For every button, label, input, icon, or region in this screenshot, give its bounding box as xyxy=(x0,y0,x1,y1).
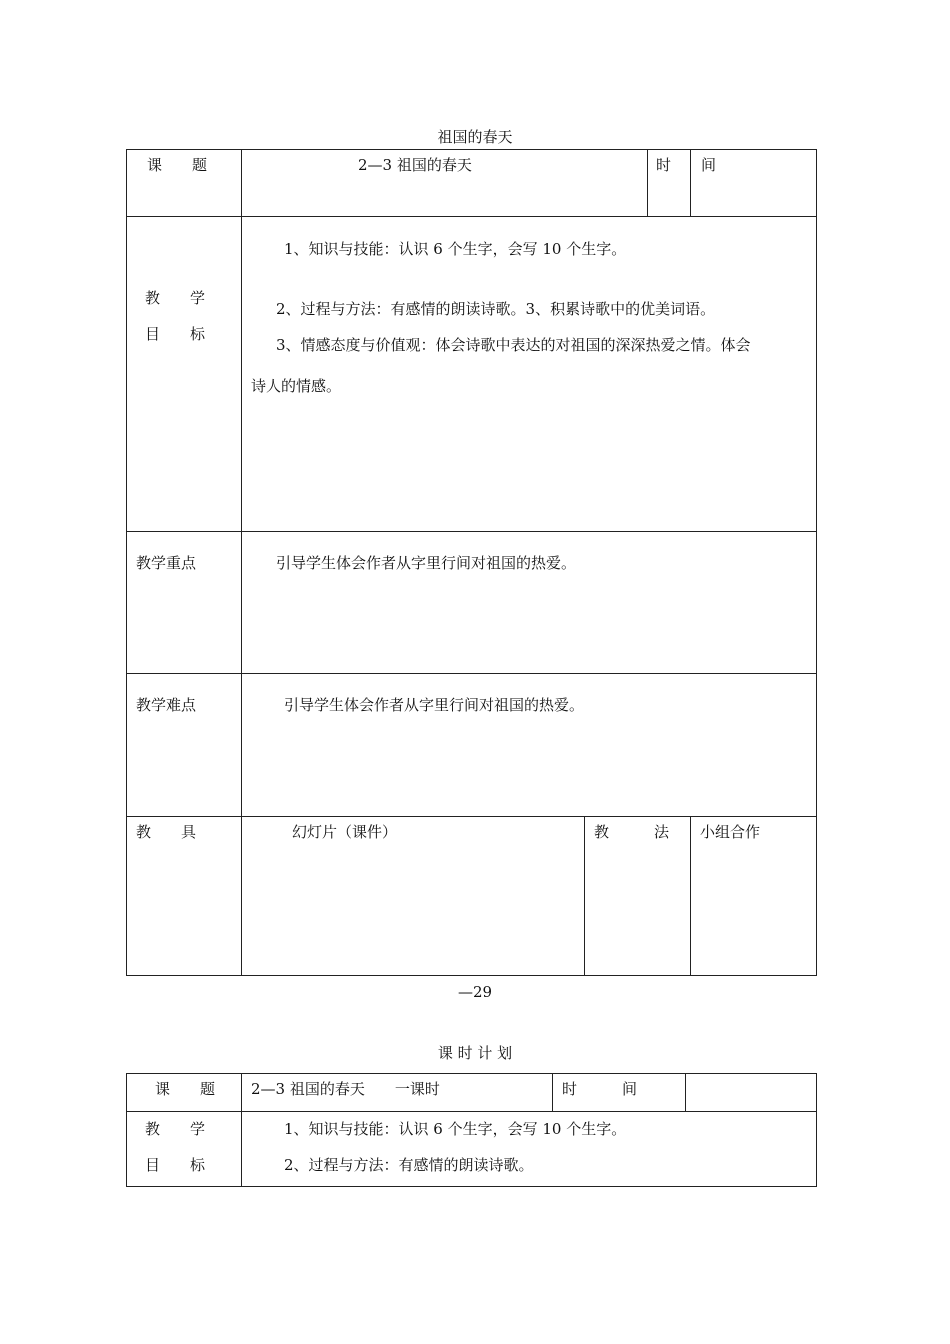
p2-time-label: 时 间 xyxy=(562,1080,638,1098)
p2-objectives-label-line1: 教 学 xyxy=(145,1120,206,1138)
method-value: 小组合作 xyxy=(700,823,761,841)
keypoint-label-cell xyxy=(127,532,242,674)
page2-title: 课 时 计 划 xyxy=(437,1044,513,1062)
objectives-label-line1: 教 学 xyxy=(145,289,206,307)
topic-value: 2—3 祖国的春天 xyxy=(358,156,472,174)
p2-topic-label-cell xyxy=(127,1074,242,1112)
keypoint-value-cell xyxy=(242,532,817,674)
p2-objective-line-2: 2、过程与方法：有感情的朗读诗歌。 xyxy=(284,1156,534,1174)
objective-line-3: 3、情感态度与价值观：体会诗歌中表达的对祖国的深深热爱之情。体会 xyxy=(276,336,751,354)
topic-label-cell xyxy=(127,150,242,217)
p2-topic-value-cell xyxy=(242,1074,553,1112)
method-label: 教 法 xyxy=(594,823,670,841)
tools-value: 幻灯片（课件） xyxy=(292,823,398,841)
p2-objectives-label-line2: 目 标 xyxy=(145,1156,206,1174)
difficulty-label: 教学难点 xyxy=(136,696,197,714)
p2-objective-line-1: 1、知识与技能：认识 6 个生字，会写 10 个生字。 xyxy=(284,1120,627,1138)
method-value-cell xyxy=(691,817,817,976)
objective-line-4: 诗人的情感。 xyxy=(251,377,342,395)
p2-topic-label: 课 题 xyxy=(155,1080,216,1098)
tools-label-cell xyxy=(127,817,242,976)
method-label-cell xyxy=(585,817,691,976)
objectives-label-cell xyxy=(127,217,242,532)
lesson-plan-table xyxy=(126,149,817,976)
time-value-cell xyxy=(691,150,817,217)
p2-objectives-content-cell xyxy=(242,1112,817,1187)
p2-time-value-cell xyxy=(686,1074,817,1112)
time-label-cell xyxy=(648,150,717,217)
objective-line-2: 2、过程与方法：有感情的朗读诗歌。3、积累诗歌中的优美词语。 xyxy=(276,300,716,318)
tools-value-cell xyxy=(242,817,585,976)
topic-value-cell xyxy=(242,150,648,217)
objectives-content-cell xyxy=(242,217,817,532)
lesson-plan-table-2 xyxy=(126,1073,817,1187)
difficulty-value: 引导学生体会作者从字里行间对祖国的热爱。 xyxy=(284,696,585,714)
keypoint-value: 引导学生体会作者从字里行间对祖国的热爱。 xyxy=(276,554,577,572)
difficulty-label-cell xyxy=(127,674,242,817)
objective-line-1: 1、知识与技能：认识 6 个生字，会写 10 个生字。 xyxy=(284,240,627,258)
page-number: —29 xyxy=(457,983,493,1001)
topic-label: 课 题 xyxy=(147,156,208,174)
p2-time-label-cell xyxy=(553,1074,686,1112)
objectives-label-line2: 目 标 xyxy=(145,325,206,343)
tools-label: 教 具 xyxy=(136,823,197,841)
p2-topic-value: 2—3 祖国的春天 一课时 xyxy=(251,1080,440,1098)
page-title: 祖国的春天 xyxy=(437,128,513,146)
keypoint-label: 教学重点 xyxy=(136,554,197,572)
difficulty-value-cell xyxy=(242,674,817,817)
p2-objectives-label-cell xyxy=(127,1112,242,1187)
time-label: 时 间 xyxy=(656,156,717,174)
